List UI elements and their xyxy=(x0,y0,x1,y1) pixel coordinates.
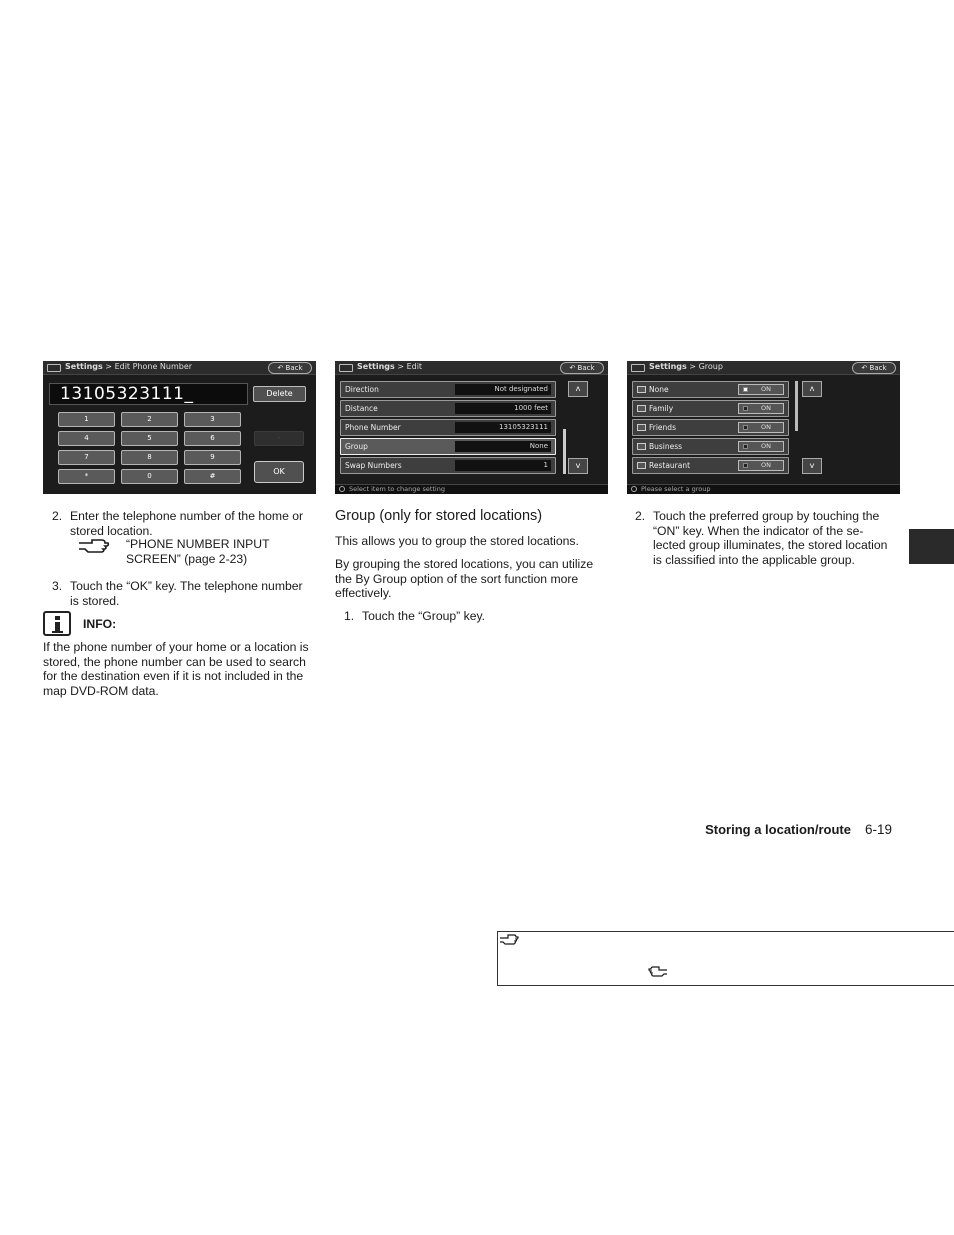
group-row-none[interactable] xyxy=(632,381,789,398)
row-label: Group xyxy=(345,442,368,451)
breadcrumb: Settings > Group xyxy=(649,362,723,371)
back-button[interactable]: ↶ Back xyxy=(852,362,896,374)
group-intro: This allows you to group the stored locations. xyxy=(335,534,579,548)
title-bar xyxy=(335,361,608,375)
key-2[interactable]: 2 xyxy=(121,412,178,427)
ok-button[interactable]: OK xyxy=(254,461,304,483)
key-9[interactable]: 9 xyxy=(184,450,241,465)
row-label: Direction xyxy=(345,385,379,394)
keypad xyxy=(58,412,243,484)
indicator xyxy=(743,425,748,430)
phone-input-reference[interactable]: “PHONE NUMBER INPUT SCREEN” (page 2-23) xyxy=(126,537,270,566)
key-7[interactable]: 7 xyxy=(58,450,115,465)
pointer-hand-icon xyxy=(499,933,519,952)
section-heading: Group (only for stored locations) xyxy=(335,508,543,524)
step-3-touch-ok: 3. Touch the “OK” key. The telephone number is stored. xyxy=(52,579,303,608)
flag-icon xyxy=(637,386,646,393)
key-hash[interactable]: # xyxy=(184,469,241,484)
key-8[interactable]: 8 xyxy=(121,450,178,465)
row-label: Phone Number xyxy=(345,423,401,432)
on-toggle[interactable]: ON xyxy=(738,441,784,452)
edit-list xyxy=(340,381,556,476)
key-1[interactable]: 1 xyxy=(58,412,115,427)
scroll-down-icon[interactable]: ˅ xyxy=(802,458,822,474)
scroll-up-icon[interactable]: ˄ xyxy=(568,381,588,397)
screenshot-edit-phone-number xyxy=(43,361,316,494)
group-explanation: By grouping the stored locations, you can utilize the By Group option of the sort function more effectively. xyxy=(335,557,594,600)
row-value: Not designated xyxy=(455,384,551,395)
back-button[interactable]: ↶ Back xyxy=(560,362,604,374)
indicator xyxy=(743,463,748,468)
scroll-up-icon[interactable]: ˄ xyxy=(802,381,822,397)
group-list xyxy=(632,381,789,476)
info-icon xyxy=(43,611,71,636)
back-button[interactable]: ↶ Back xyxy=(268,362,312,374)
info-text: If the phone number of your home or a location is stored, the phone number can be used to search for the destination even if it is not included in the map DVD-ROM data. xyxy=(43,640,309,698)
phone-number-display: 13105323111_ xyxy=(49,383,248,405)
key-4[interactable]: 4 xyxy=(58,431,115,446)
row-label: Swap Numbers xyxy=(345,461,402,470)
indicator xyxy=(743,444,748,449)
key-3[interactable]: 3 xyxy=(184,412,241,427)
row-direction[interactable] xyxy=(340,381,556,398)
status-bar: Select item to change setting xyxy=(335,484,608,494)
page-number: 6-19 xyxy=(865,822,893,837)
row-distance[interactable] xyxy=(340,400,556,417)
family-icon xyxy=(637,405,646,412)
row-label: Distance xyxy=(345,404,378,413)
group-label: Business xyxy=(649,442,683,451)
settings-icon xyxy=(631,364,645,372)
on-toggle[interactable]: ON xyxy=(738,460,784,471)
row-value: 13105323111 xyxy=(455,422,551,433)
info-icon xyxy=(339,486,345,492)
business-icon xyxy=(637,443,646,450)
info-label: INFO: xyxy=(83,617,117,631)
scrollbar[interactable] xyxy=(563,429,566,474)
on-toggle[interactable]: ON xyxy=(738,422,784,433)
indicator xyxy=(743,406,748,411)
row-value: 1 xyxy=(455,460,551,471)
group-label: Friends xyxy=(649,423,676,432)
chapter-thumb-tab xyxy=(909,529,954,564)
breadcrumb: Settings > Edit Phone Number xyxy=(65,362,193,371)
key-star[interactable]: * xyxy=(58,469,115,484)
row-group[interactable] xyxy=(340,438,556,455)
scrollbar[interactable] xyxy=(795,381,798,431)
delete-button[interactable]: Delete xyxy=(253,386,306,402)
title-bar xyxy=(43,361,316,375)
hand-touch-icon xyxy=(648,965,668,984)
restaurant-icon xyxy=(637,462,646,469)
step-2-enter-number: 2. Enter the telephone number of the home or stored location. xyxy=(52,509,304,538)
row-value: None xyxy=(455,441,551,452)
info-icon xyxy=(631,486,637,492)
row-swap-numbers[interactable] xyxy=(340,457,556,474)
indicator-lit xyxy=(743,387,748,392)
group-label: None xyxy=(649,385,669,394)
key-5[interactable]: 5 xyxy=(121,431,178,446)
reference-pointer-icon xyxy=(78,537,110,559)
reference-legend-box xyxy=(497,931,954,986)
title-bar xyxy=(627,361,900,375)
screenshot-edit xyxy=(335,361,608,494)
group-row-family[interactable] xyxy=(632,400,789,417)
friends-icon xyxy=(637,424,646,431)
group-row-restaurant[interactable] xyxy=(632,457,789,474)
breadcrumb: Settings > Edit xyxy=(357,362,423,371)
key-6[interactable]: 6 xyxy=(184,431,241,446)
dash-key-disabled: - xyxy=(254,431,304,446)
group-row-business[interactable] xyxy=(632,438,789,455)
settings-icon xyxy=(339,364,353,372)
footer-section-title: Storing a location/route xyxy=(705,822,851,837)
on-toggle[interactable]: ON xyxy=(738,384,784,395)
key-0[interactable]: 0 xyxy=(121,469,178,484)
row-phone-number[interactable] xyxy=(340,419,556,436)
status-bar: Please select a group xyxy=(627,484,900,494)
step-1-touch-group: 1. Touch the “Group” key. xyxy=(344,609,486,623)
on-toggle[interactable]: ON xyxy=(738,403,784,414)
row-value: 1000 feet xyxy=(455,403,551,414)
step-2-select-group: 2. Touch the preferred group by touching the “ON” key. When the indicator of the se- lected group illuminates, the stored location is classified into the applicable group. xyxy=(635,509,888,567)
group-label: Restaurant xyxy=(649,461,691,470)
group-label: Family xyxy=(649,404,674,413)
group-row-friends[interactable] xyxy=(632,419,789,436)
scroll-down-icon[interactable]: ˅ xyxy=(568,458,588,474)
screenshot-group xyxy=(627,361,900,494)
settings-icon xyxy=(47,364,61,372)
